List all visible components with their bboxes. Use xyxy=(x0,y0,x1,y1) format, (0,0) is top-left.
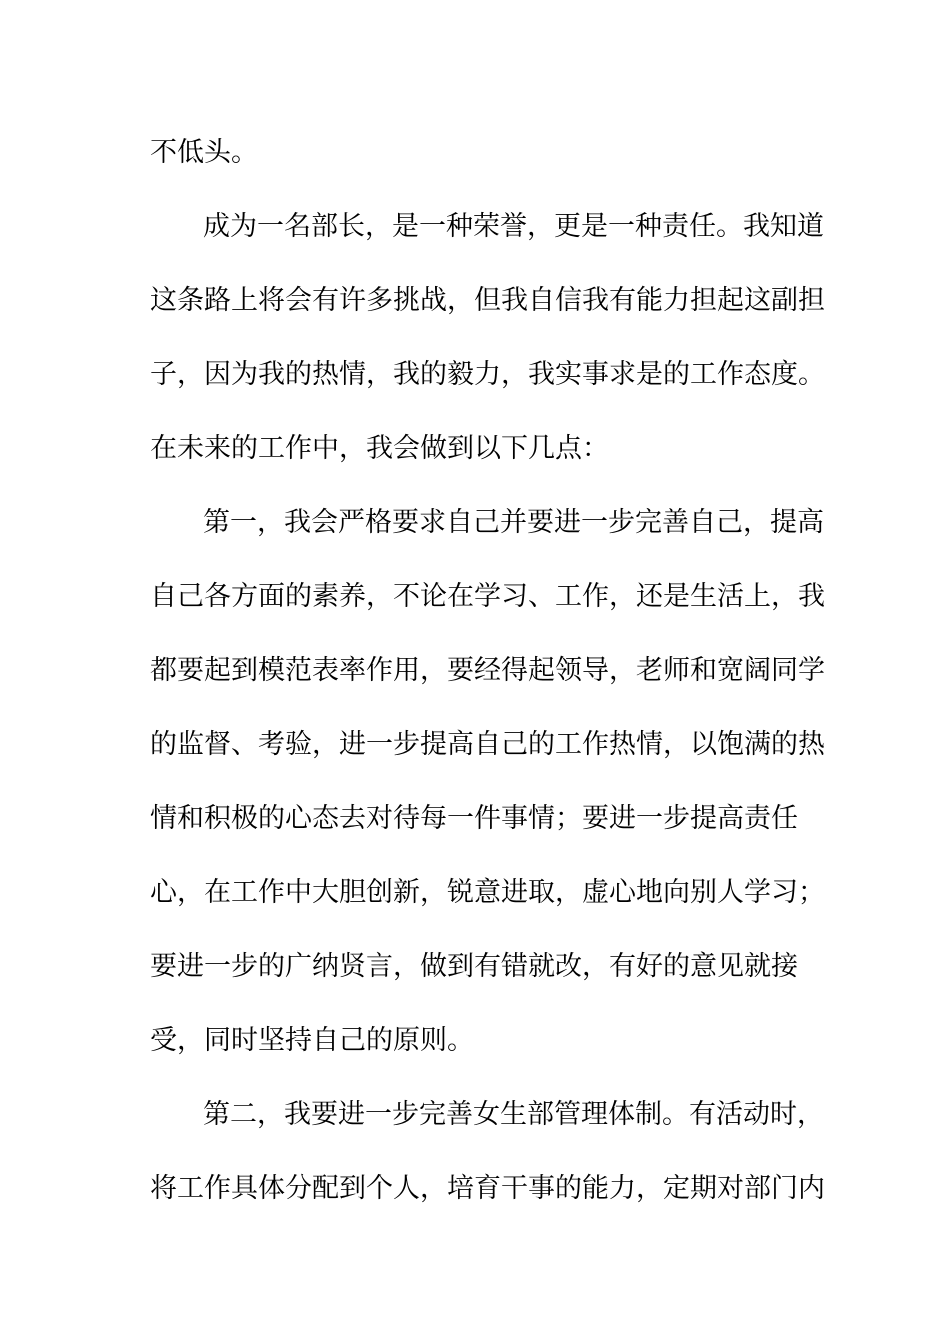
text-line-11: 心，在工作中大胆创新，锐意进取，虚心地向别人学习； xyxy=(150,877,825,908)
text-line-3: 这条路上将会有许多挑战，但我自信我有能力担起这副担 xyxy=(150,285,825,316)
text-line-1: 不低头。 xyxy=(150,137,258,168)
text-line-14: 第二，我要进一步完善女生部管理体制。有活动时， xyxy=(203,1099,824,1130)
text-line-4: 子，因为我的热情，我的毅力，我实事求是的工作态度。 xyxy=(150,359,825,390)
text-line-13: 受，同时坚持自己的原则。 xyxy=(150,1025,474,1056)
text-line-9: 的监督、考验，进一步提高自己的工作热情，以饱满的热 xyxy=(150,729,825,760)
text-line-5: 在未来的工作中，我会做到以下几点： xyxy=(150,433,609,464)
text-line-12: 要进一步的广纳贤言，做到有错就改，有好的意见就接 xyxy=(150,951,798,982)
text-line-2: 成为一名部长，是一种荣誉，更是一种责任。我知道 xyxy=(203,211,824,242)
text-line-6: 第一，我会严格要求自己并要进一步完善自己，提高 xyxy=(203,507,824,538)
text-line-10: 情和积极的心态去对待每一件事情；要进一步提高责任 xyxy=(150,803,798,834)
text-line-8: 都要起到模范表率作用，要经得起领导，老师和宽阔同学 xyxy=(150,655,825,686)
text-line-7: 自己各方面的素养，不论在学习、工作，还是生活上，我 xyxy=(150,581,825,612)
text-line-15: 将工作具体分配到个人，培育干事的能力，定期对部门内 xyxy=(150,1173,825,1204)
